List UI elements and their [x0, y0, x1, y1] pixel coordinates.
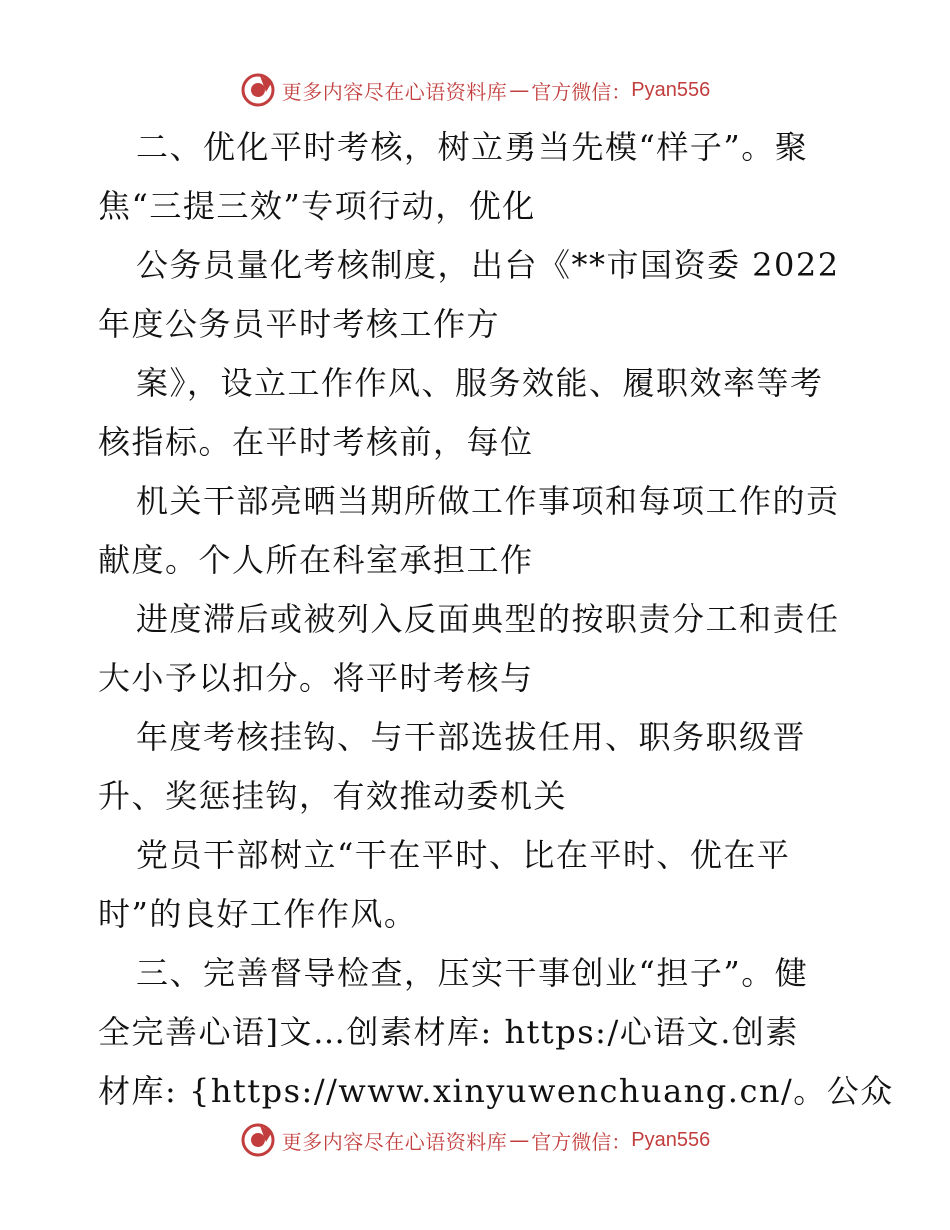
header-watermark: [0, 70, 950, 110]
text-line: 核指标。在平时考核前，每位: [98, 423, 534, 461]
text-line: 公务员量化考核制度，出台《**市国资委 2022: [136, 246, 840, 284]
text-line: 升、奖惩挂钩，有效推动委机关: [98, 777, 568, 815]
watermark-id: Pyan556: [631, 1128, 711, 1151]
watermark-sub: 官方微信：: [531, 79, 632, 104]
watermark-id: Pyan556: [631, 78, 711, 101]
text-line: 全完善心语]文…创素材库: https:/心语文.创素: [98, 1013, 799, 1051]
watermark-text: 更多内容尽在心语资料库: [281, 79, 508, 104]
logo-icon: [240, 72, 276, 108]
text-line: 机关干部亮晒当期所做工作事项和每项工作的贡: [136, 482, 840, 520]
footer-watermark: [0, 1120, 950, 1160]
text-line: 焦“三提三效”专项行动，优化: [98, 187, 536, 225]
text-line: 三、完善督导检查，压实干事创业“担子”。健: [136, 954, 809, 992]
text-line: 进度滞后或被列入反面典型的按职责分工和责任: [136, 600, 840, 638]
watermark-sub: 官方微信：: [531, 1129, 632, 1154]
text-line: 案》，设立工作作风、服务效能、履职效率等考: [136, 364, 824, 402]
text-line: 党员干部树立“干在平时、比在平时、优在平: [136, 836, 791, 874]
text-line: 材库: {https://www.xinyuwenchuang.cn/。公众: [98, 1072, 894, 1110]
text-line: 献度。个人所在科室承担工作: [98, 541, 534, 579]
text-line: 年度公务员平时考核工作方: [98, 305, 501, 343]
logo-icon: [240, 1122, 276, 1158]
watermark-text: 更多内容尽在心语资料库: [281, 1129, 508, 1154]
watermark-dash: —: [509, 78, 530, 102]
text-line: 时”的良好工作作风。: [98, 895, 418, 933]
text-line: 二、优化平时考核，树立勇当先模“样子”。聚: [136, 128, 809, 166]
text-line: 大小予以扣分。将平时考核与: [98, 659, 534, 697]
document-body: [98, 118, 894, 1121]
text-line: 年度考核挂钩、与干部选拔任用、职务职级晋: [136, 718, 807, 756]
watermark-dash: —: [509, 1128, 530, 1152]
